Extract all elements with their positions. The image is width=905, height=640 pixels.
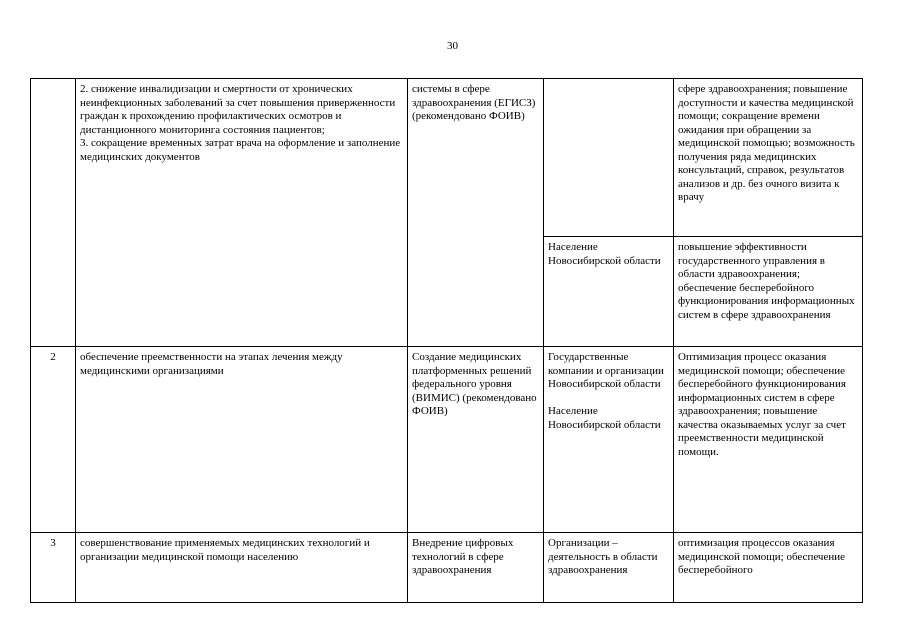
effect-cell: сфере здравоохранения; повышение доступности и качества медицинской помощи; сокращение времени ожидания при обращении за медицинской помощью; возможность получения ряда медицинских консультаций, справок, результатов анализов и др. без очного визита к врачу (674, 79, 863, 237)
task-cell: совершенствование применяемых медицинских технологий и организации медицинской помощи населению (76, 533, 408, 603)
row-number-cell: 3 (31, 533, 76, 603)
page-number: 30 (447, 40, 458, 52)
table-row (31, 347, 863, 533)
table-row (31, 533, 863, 603)
document-table (30, 78, 863, 603)
beneficiary-cell: Население Новосибирской области (544, 237, 674, 347)
row-number-cell: 2 (31, 347, 76, 533)
measure-cell: системы в сфере здравоохранения (ЕГИСЗ) (рекомендовано ФОИВ) (408, 79, 544, 347)
effect-cell: повышение эффективности государственного управления в области здравоохранения; обеспечение бесперебойного функционирования информационных систем в сфере здравоохранения (674, 237, 863, 347)
beneficiary-cell: Государственные компании и организации Новосибирской области Население Новосибирской области (544, 347, 674, 533)
beneficiary-cell: Организации – деятельность в области здравоохранения (544, 533, 674, 603)
row-number-cell (31, 79, 76, 347)
effect-cell: Оптимизация процесс оказания медицинской помощи; обеспечение бесперебойного функционирования информационных систем в сфере здравоохранения; повышение качества оказываемых услуг за счет преемственности медицинской помощи. (674, 347, 863, 533)
task-cell: 2. снижение инвалидизации и смертности от хронических неинфекционных заболеваний за счет повышения приверженности граждан к прохождению профилактических осмотров и дистанционного мониторинга состояния пациентов; 3. сокращение временных затрат врача на оформление и заполнение медицинских документов (76, 79, 408, 347)
effect-cell: оптимизация процессов оказания медицинской помощи; обеспечение бесперебойного (674, 533, 863, 603)
beneficiary-cell (544, 79, 674, 237)
table-row (31, 79, 863, 237)
task-cell: обеспечение преемственности на этапах лечения между медицинскими организациями (76, 347, 408, 533)
measure-cell: Создание медицинских платформенных решений федерального уровня (ВИМИС) (рекомендовано ФОИВ) (408, 347, 544, 533)
measure-cell: Внедрение цифровых технологий в сфере здравоохранения (408, 533, 544, 603)
